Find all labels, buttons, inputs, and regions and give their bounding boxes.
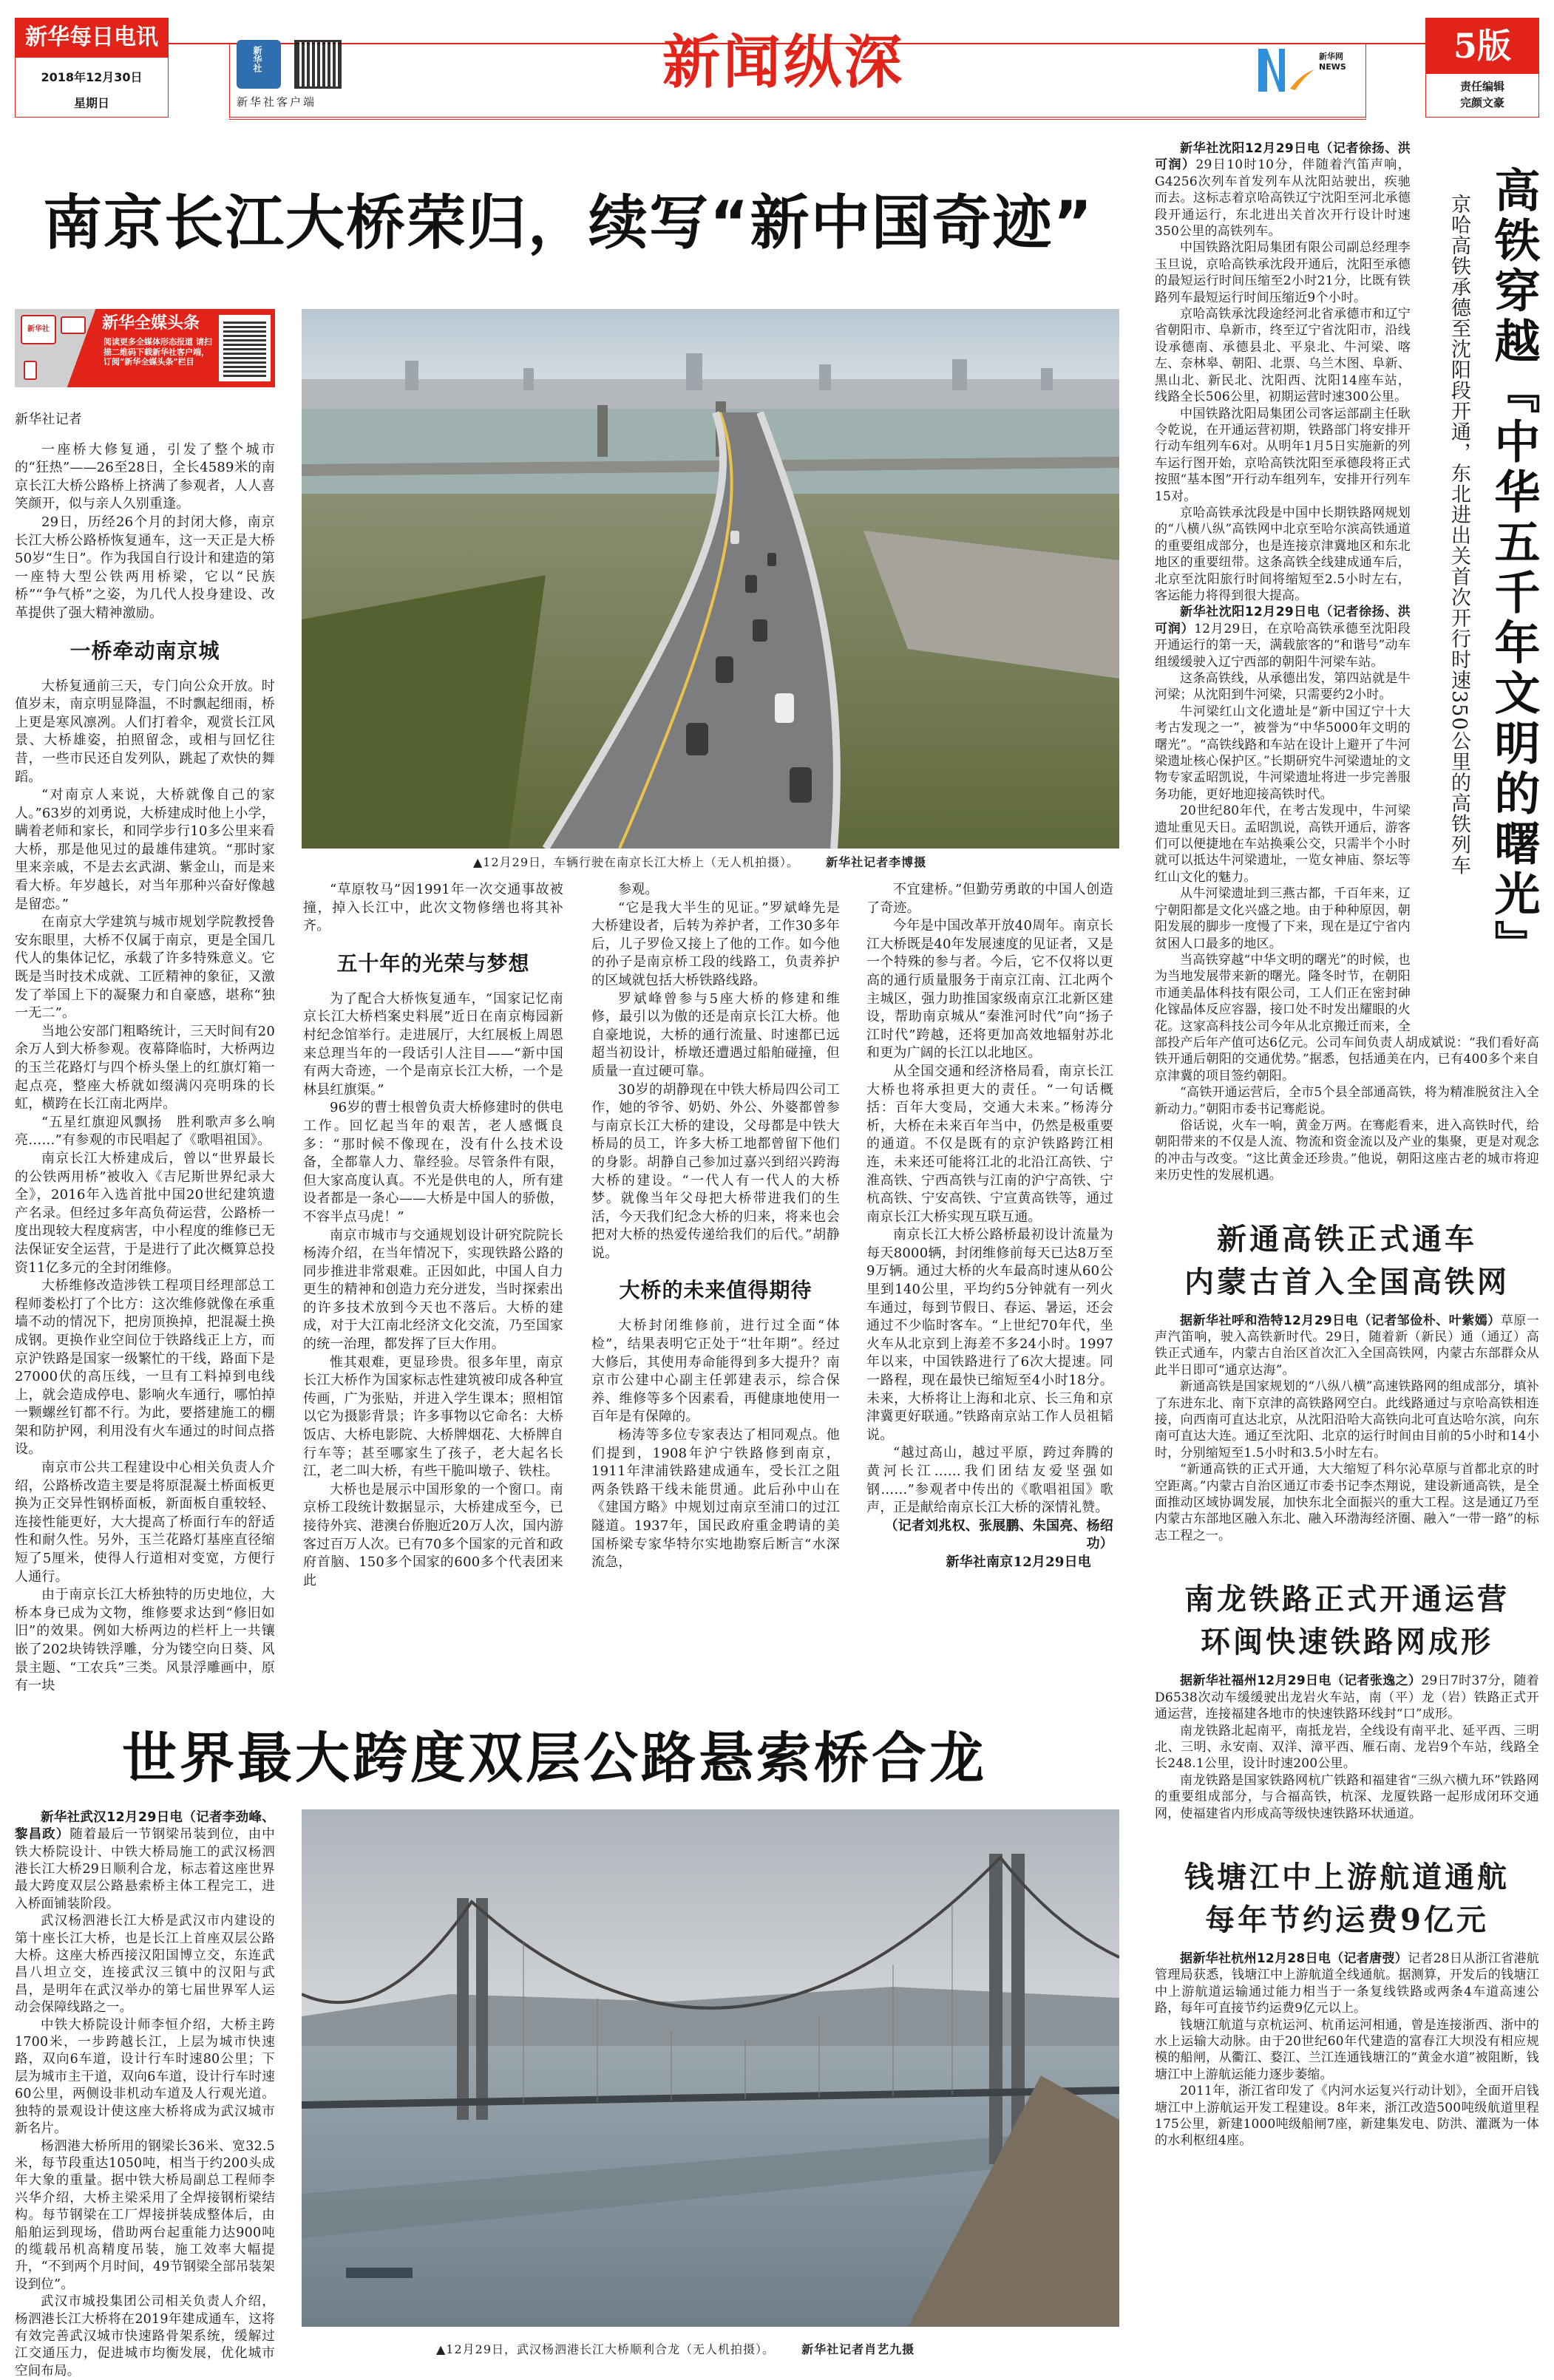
paragraph-text: 京哈高铁承沈段是中国中长期铁路网规划的“八横八纵”高铁网中北京至哈尔滨高铁通道的重要组成部分，也是连接京津冀地区和东北地区的重要纽带。这条高铁全线建成通车后，北京至沈阳旅行时间将缩短至2.5小时左右，客运能力将得到很大提高。 <box>1155 505 1411 603</box>
paragraph <box>15 1809 275 1913</box>
lead-column-4 <box>866 881 1113 1572</box>
paragraph <box>15 2138 275 2294</box>
ad-title: 新华全媒头条 <box>102 314 200 333</box>
paragraph-group <box>303 881 563 936</box>
app-label: 新华社客户端 <box>237 95 317 109</box>
phone-icon <box>24 361 37 380</box>
app-qr-code[interactable] <box>294 40 342 89</box>
caption-text: ▲12月29日，车辆行驶在南京长江大桥上（无人机拍摄）。 <box>473 855 800 869</box>
brief-article <box>1155 1856 1539 2149</box>
paragraph-text: 这条高铁线，从承德出发，第四站就是牛河梁；从沈阳到牛河梁，只需要约2小时。 <box>1155 671 1411 703</box>
brief-body <box>1155 1673 1539 1822</box>
wuhan-photo-block <box>302 1809 1119 2358</box>
paragraph-text: 武汉市城投集团公司相关负责人介绍，杨泗港长江大桥将在2019年建成通车，这将有效完善武汉城市快速路骨架系统，缓解过江交通压力，促进城市均衡发展，优化城市空间布局。 <box>15 2294 275 2379</box>
issue-date: 2018年12月30日 <box>41 70 143 84</box>
paragraph-text: 记者28日从浙江省港航管理局获悉，钱塘江中上游航道全线通航。据测算，开发后的钱塘江中上游航道运输通过能力相当于一条复线铁路或两条4车道高速公路，每年可直接节约运费9亿元以上。 <box>1155 1951 1539 2016</box>
paragraph: 南京市公共工程建设中心相关负责人介绍，公路桥改造主要是将原混凝土桥面板更换为正交异性钢桥面板，新面板自重较轻、连接性能更好，大大提高了桥面行车的舒适性和耐久性。另外，玉兰花路灯基座直径缩短了5厘米，使得人行道相对变宽，方便行人通行。 <box>15 1460 275 1585</box>
paragraph: 一座桥大修复通，引发了整个城市的“狂热”——26至28日，全长4589米的南京长江大桥公路桥上挤满了参观者，人人喜笑颜开，似与亲人久别重逢。 <box>15 441 275 512</box>
rail-headline: 高铁穿越『中华五千年文明的曙光』 <box>1487 166 1541 970</box>
dateline-lead: 新华社沈阳12月29日电（记者徐扬、洪可润） <box>1155 141 1411 173</box>
paragraph: “越过高山，越过平原，跨过奔腾的黄河长江……我们团结友爱坚强如钢……”参观者中传出的《歌唱祖国》歌声，正是献给南京长江大桥的深情礼赞。 <box>866 1445 1113 1516</box>
paragraph: 惟其艰难，更显珍贵。很多年里，南京长江大桥作为国家标志性建筑被印成各种宣传画，广为张贴，并进入学生课本；照相馆以它为摄影背景；许多事物以它命名：大桥饭店、大桥电影院、大桥牌烟花、大桥牌自行车等；甚至哪家生了孩子，老大起名长江，老二叫大桥，有些干脆叫墩子、铁柱。 <box>303 1354 563 1480</box>
paragraph-group <box>866 881 1113 1517</box>
paragraph <box>1155 1723 1539 1772</box>
paragraph: 杨涛等多位专家表达了相同观点。他们提到，1908年沪宁铁路修到南京，1911年津浦铁路建成通车，受长江之阻两条铁路干线未能贯通。此后孙中山在《建国方略》中规划过南京至浦口的过江隧道。1937年，国民政府重金聘请的美国桥梁专家华特尔实地勘察后断言“水深流急， <box>591 1427 840 1571</box>
section-title: 新闻纵深 <box>662 29 905 96</box>
paragraph-text: 29日10时10分，伴随着汽笛声响，G4256次列车首发列车从沈阳站驶出，疾驰而去。这标志着京哈高铁辽宁沈阳至河北承德段开通运行，东北进出关首次开行设计时速350公里的高铁列车。 <box>1155 157 1411 239</box>
paragraph: 由于南京长江大桥独特的历史地位，大桥本身已成为文物，维修要求达到“修旧如旧”的效果。例如大桥两边的栏杆上一共镶嵌了202块铸铁浮雕，分为镂空向日葵、风景主题、“工农兵”三类。风景浮雕画中，原有一块 <box>15 1587 275 1694</box>
paragraph <box>1155 1461 1539 1544</box>
editor-box <box>1425 74 1539 118</box>
paper-name-badge <box>15 18 169 58</box>
paragraph-text: 12月29日，在京哈高铁承德至沈阳段开通运行的第一天，满载旅客的“和谐号”动车组缓缓驶入辽宁西部的朝阳牛河梁车站。 <box>1155 621 1411 670</box>
lead-story-row <box>15 309 1119 1696</box>
paragraph <box>1155 2083 1539 2149</box>
dateline-lead: 据新华社福州12月29日电（记者张逸之） <box>1180 1673 1422 1689</box>
photo-caption <box>473 854 1119 871</box>
byline: 新华社记者 <box>15 412 82 427</box>
subheading: 大桥的未来值得期待 <box>619 1278 812 1303</box>
dateline-lead: 新华社沈阳12月29日电（记者徐扬、洪可润） <box>1155 605 1411 636</box>
right-area <box>1155 140 1539 2149</box>
paragraph-group <box>1155 1951 1539 2149</box>
paragraph: 大桥封闭维修前，进行过全面“体检”，结果表明它正处于“壮年期”。经过大修后，其使用寿命能得到多大提升？南京市公建中心副主任郭建表示，综合保养、维修等多个因素看，再健康地使用一百年是有保障的。 <box>591 1318 840 1425</box>
rail-headline-block <box>1421 140 1539 1020</box>
paragraph: 南京长江大桥建成后，曾以“世界最长的公铁两用桥”被收入《吉尼斯世界纪录大全》，2016年入选首批中国20世纪建筑遗产名录。但经过多年高负荷运营，公路桥一度出现较大程度病害，中小程度的维修已无法保证安全运营，于是进行了此次概算总投资11亿多元的全封闭维修。 <box>15 1150 275 1276</box>
brief-article <box>1155 1218 1539 1545</box>
paragraph-group <box>15 678 275 1696</box>
page-number: 5版 <box>1453 26 1511 66</box>
paragraph-group <box>303 990 563 1591</box>
reporters: （记者刘兆权、张展鹏、朱国亮、杨绍功） <box>884 1517 1113 1552</box>
paragraph: 参观。 <box>618 882 659 897</box>
paragraph: 南京市城市与交通规划设计研究院院长杨涛介绍，在当年情况下，实现铁路公路的同步推进非常艰难。正因如此，中国人自力更生的精神和创造力充分迸发，当时探索出的许多技术放到今天也不落后。大桥的建成，对于大江南北经济文化交流，乃至国家的统一治理，都发挥了巨大作用。 <box>303 1227 563 1353</box>
paragraph: 当地公安部门粗略统计，三天时间有20余万人到大桥参观。夜幕降临时，大桥两边的玉兰花路灯与四个桥头堡上的红旗灯箱一起点亮，整座大桥就如缀满闪亮明珠的长虹，横跨在长江南北两岸。 <box>15 1023 275 1112</box>
lead-headline: 南京长江大桥荣归，续写“新中国奇迹” <box>43 188 1094 257</box>
news-logo-text: 新华网 NEWS <box>1319 52 1346 72</box>
paragraph: 俗话说，火车一响，黄金万两。在骞彪看来，进入高铁时代，给朝阳带来的不仅是人流、物流和资金流以及产业的集聚，更是对观念的冲击与改变。“这比黄金还珍贵。”他说，朝阳这座古老的城市将迎来历史性的发展机遇。 <box>1155 1118 1539 1183</box>
paragraph-text: 中国铁路沈阳局集团公司客运部副主任耿令乾说，在开通运营初期，铁路部门将安排开行动车组列车6对。从明年1月5日实施新的列车运行图开始，京哈高铁沈阳至承德段将正式按照“基本图”开行动车组列车，安排开行列车15对。 <box>1155 406 1411 504</box>
paragraph: 大桥复通前三天，专门向公众开放。时值岁末，南京明显降温，不时飘起细雨，桥上更是寒风凛冽。人们打着伞，观赏长江风景、大桥雄姿，拍照留念，或相与回忆往昔，一些市民还自发列队，跳起了欢快的舞蹈。 <box>15 678 275 785</box>
paragraph-text: 中国铁路沈阳局集团有限公司副总经理李玉旦说，京哈高铁承沈段开通后，沈阳至承德的最短运行时间压缩至2小时21分，比既有铁路列车最短运行时间压缩近9个小时。 <box>1155 240 1411 305</box>
paragraph: “它是我大半生的见证。”罗斌峰先是大桥建设者，后转为养护者，工作30多年后，儿子罗俭又接上了他的工作。如今他的孙子是南京桥工段的线路工，负责养护的区域就包括大桥铁路线路。 <box>591 900 840 988</box>
paragraph-text: “新通高铁的正式开通，大大缩短了科尔沁草原与首都北京的时空距离。”内蒙古自治区通辽市委书记李杰翔说，建设新通高铁，是全面推动区域协调发展，加快东北全面振兴的重大工程。这是通辽乃至内蒙古东部地区融入东北、融入环渤海经济圈、融入“一带一路”的标志工程之一。 <box>1155 1462 1539 1543</box>
paragraph-text: 29日7时37分，随着D6538次动车缓缓驶出龙岩火车站，南（平）龙（岩）铁路正式开通运营，连接福建各地市的快速铁路环线封“口”成形。 <box>1155 1673 1539 1722</box>
paragraph-text: 钱塘江航道与京杭运河、杭甬运河相通，曾是连接浙西、浙中的水上运输大动脉。由于20世纪60年代建造的富春江大坝没有相应规模的船闸，从衢江、婺江、兰江连通钱塘江的“黄金水道”被阻断，钱塘江中上游航运能力逐步萎缩。 <box>1155 2017 1539 2082</box>
subheading: 一桥牵动南京城 <box>69 638 220 663</box>
paragraph-text: 京哈高铁承沈段途经河北省承德市和辽宁省朝阳市、阜新市，终至辽宁省沈阳市，沿线设承德南、承德县北、平泉北、牛河梁、喀左、奈林皋、朝阳、北票、乌兰木图、阜新、黑山北、新民北、沈阳西、沈阳14座车站，线路全长506公里，初期运营时速300公里。 <box>1155 307 1411 405</box>
brief-headline: 南龙铁路正式开通运营 环闽快速铁路网成形 <box>1184 1582 1510 1660</box>
paragraph: 今年是中国改革开放40周年。南京长江大桥既是40年发展速度的见证者，又是一个特殊的参与者。今后，它不仅将以更高的通行质量服务于南京江南、江北两个主城区，强力助推国家级南京江北新区建设，帮助南京城从“秦淮河时代”向“扬子江时代”跨越，还将更加高效地辐射苏北和更为广阔的长江以北地区。 <box>866 918 1113 1061</box>
paragraph-text: 武汉杨泗港长江大桥是武汉市内建设的第十座长江大桥，也是长江上首座双层公路大桥。这座大桥西接汉阳国博立交，东连武昌八坦立交，连接武汉三镇中的汉阳与武昌，是明年在武汉举办的第七届世界军人运动会保障线路之一。 <box>15 1914 275 2016</box>
date-box <box>15 58 169 118</box>
paragraph: 在南京大学建筑与城市规划学院教授鲁安东眼里，大桥不仅属于南京，更是全国几代人的集体记忆，承载了许多特殊意义。它既是当时技术成就、工匠精神的象征，又激发了举国上下的凝聚力和自豪感，堪称“独一无二”。 <box>15 914 275 1021</box>
wuhan-column <box>15 1809 275 2380</box>
header-connector-left <box>169 43 229 44</box>
paragraph-text: 2011年，浙江省印发了《内河水运复兴行动计划》，全面开启钱塘江中上游航运开发工程建设。8年来，浙江改造500吨级航道里程175公里，新建1000吨级船闸7座，新建集发电、防洪、灌溉为一体的水利枢纽4座。 <box>1155 2084 1539 2149</box>
dateline-lead: 据新华社杭州12月28日电（记者唐弢） <box>1180 1951 1408 1966</box>
xinhua-media-ad[interactable] <box>15 309 275 387</box>
paragraph-group <box>591 1317 840 1571</box>
news-logo-icon <box>1257 44 1353 96</box>
paragraph-group <box>15 1809 275 2380</box>
dateline-lead: 据新华社呼和浩特12月29日电（记者邹俭朴、叶紫嫣） <box>1180 1313 1501 1328</box>
ad-qr-code[interactable] <box>219 315 271 381</box>
paragraph-group <box>591 881 840 1262</box>
brief-headline: 钱塘江中上游航道通航 每年节约运费9亿元 <box>1184 1859 1510 1937</box>
photo-credit: 新华社记者肖艺九摄 <box>801 2342 915 2356</box>
paragraph <box>1155 2017 1539 2084</box>
paragraph-text: 杨泗港大桥所用的钢梁长36米、宽32.5米，每节段重达1050吨，相当于约200头成年大象的重量。据中铁大桥局副总工程师李兴华介绍，大桥主梁采用了全焊接钢桁梁结构。每节钢梁在工厂焊接拼装成整体后，由船舶运到现场，借助两台起重能力达900吨的缆载吊机高精度吊装，施工效率大幅提升，“不到两个月时间，49节钢梁全部吊装架设到位”。 <box>15 2138 275 2292</box>
dateline: 新华社南京12月29日电 <box>946 1554 1091 1570</box>
brief-article <box>1155 1578 1539 1822</box>
wuhan-photo-caption <box>436 2342 1119 2358</box>
lead-columns <box>302 881 1119 1590</box>
paragraph: 96岁的曹士根曾负责大桥修建时的供电工作。回忆起当年的艰苦，老人感慨良多：“那时候不像现在，没有什么技术设备，全都靠人力、靠经验。尽管条件有限，但大家高度认真。不光是供电的人，所有建设者都是一条心——大桥是中国人的骄傲，不容半点马虎！” <box>303 1100 563 1225</box>
paper-name: 新华每日电讯 <box>25 24 158 50</box>
paragraph: 29日，历经26个月的封闭大修，南京长江大桥公路桥恢复通车，这一天正是大桥50岁“生日”。作为我国自行设计和建造的第一座特大型公铁两用桥梁，它以“民族桥”“争气桥”之姿，为几代人投身建设、改革提供了强大精神激励。 <box>15 514 275 621</box>
paragraph <box>15 2017 275 2138</box>
paragraph: “草原牧马”因1991年一次交通事故被撞，掉入长江中，此次文物修缮也将其补齐。 <box>303 882 563 934</box>
paragraph-group <box>15 441 275 623</box>
nanjing-bridge-photo <box>302 309 1119 849</box>
paragraph-group <box>1155 1313 1539 1545</box>
lead-column-1 <box>15 411 275 1696</box>
main-area <box>15 186 1119 2380</box>
rail-subheadline: 京哈高铁承德至沈阳段开通，东北进出关首次开行时速350公里的高铁列车 <box>1448 194 1470 876</box>
brief-body <box>1155 1313 1539 1545</box>
drone-icon <box>61 316 86 334</box>
page-number-badge <box>1425 18 1539 74</box>
paragraph: “高铁开通运营后，全市5个县全部通高铁，将为精准脱贫注入全新动力。”朝阳市委书记骞彪说。 <box>1155 1085 1539 1117</box>
lead-column-3 <box>591 881 840 1572</box>
paragraph: 大桥也是展示中国形象的一个窗口。南京桥工段统计数据显示，大桥建成至今，已接待外宾、港澳台侨胞近20万人次，国内游客过百万人次。已有70多个国家的元首和政府首脑、150多个国家的600多个代表团来此 <box>303 1481 563 1588</box>
paragraph: 不宜建桥。”但勤劳勇敢的中国人创造了奇迹。 <box>866 882 1113 916</box>
editor-label: 责任编辑 <box>1459 80 1504 93</box>
paragraph: “五星红旗迎风飘扬 胜利歌声多么响亮……”有参观的市民唱起了《歌唱祖国》。 <box>15 1114 275 1149</box>
brief-headline: 新通高铁正式通车 内蒙古首入全国高铁网 <box>1184 1221 1510 1299</box>
paragraph: 30岁的胡静现在中铁大桥局四公司工作，她的爷爷、奶奶、外公、外婆都曾参与南京长江大桥的建设，父母都是中铁大桥局的员工，许多大桥工地都曾留下他们的身影。胡静自己参加过嘉兴到绍兴跨海大桥的建设。“一代人有一代人的大桥梦。就像当年父母把大桥带进我们的生活，今天我们纪念大桥的归来，将来也会把对大桥的热爱传递给我们的后代。”胡静说。 <box>591 1081 840 1261</box>
paragraph: 南京长江大桥公路桥最初设计流量为每天8000辆，封闭维修前每天已达8万至9万辆。通过大桥的火车最高时速从60公里到140公里，平均约5分钟就有一列火车通过，每到节假日、春运、暑运，还会通过不少临时客车。“上世纪70年代，坐火车从北京到上海差不多24小时。1997年以来，中国铁路进行了6次大提速。同一路程，现在最快已缩短至4小时18分。未来，大桥将让上海和北京、长三角和京津冀更好联通。”铁路南京站工作人员祖韬说。 <box>866 1227 1113 1443</box>
photo-credit: 新华社记者李博摄 <box>826 855 927 869</box>
paragraph-text: 南龙铁路北起南平，南抵龙岩，全线设有南平北、延平西、三明北、三明、永安南、双洋、漳平西、雁石南、龙岩9个车站，线路全长248.1公里，设计时速200公里。 <box>1155 1723 1539 1772</box>
paragraph-text: 新通高铁是国家规划的“八纵八横”高速铁路网的组成部分，填补了东进东北、南下京津的高铁路网空白。此线路通过与京哈高铁相连接，向西南可直达北京，从沈阳沿哈大高铁向北可直达哈尔滨，向东南可直达大连。通辽至沈阳、北京的运行时间由目前的5小时和14小时，分别缩短至1.5小时和3.5小时左右。 <box>1155 1379 1539 1461</box>
paragraph-group <box>1155 1673 1539 1822</box>
paragraph-text: 南龙铁路是国家铁路网杭广铁路和福建省“三纵六横九环”铁路网的重要组成部分，与合福高铁，杭深、龙厦铁路一起形成闭环交通网，使福建省内形成高等级快速铁路环状通道。 <box>1155 1772 1539 1821</box>
paragraph: 从牛河梁遗址到三燕古都，千百年来，辽宁朝阳都是文化兴盛之地。由于种种原因，朝阳发展的脚步一度慢了下来，现在是辽宁省内贫困人口最多的地区。 <box>1155 886 1411 951</box>
brief-body <box>1155 1951 1539 2149</box>
paragraph-text: 草原一声汽笛响，驶入高铁新时代。29日，随着新（新民）通（通辽）高铁正式通车，内蒙古自治区首次汇入全国高铁网，内蒙古东部群众从此半日即可“通京达海”。 <box>1155 1313 1540 1378</box>
wuhan-headline: 世界最大跨度双层公路悬索桥合龙 <box>122 1726 987 1790</box>
paragraph: 罗斌峰曾参与5座大桥的修建和维修，最引以为傲的还是南京长江大桥。他自豪地说，大桥的通行流量、时速都已远超当初设计，桥墩还遭遇过船舶碰撞，但质量一直过硬可靠。 <box>591 990 840 1079</box>
paragraph <box>15 2294 275 2380</box>
lead-left-block <box>15 309 275 1696</box>
lead-right-block <box>302 309 1119 1590</box>
paragraph <box>1155 1378 1539 1461</box>
lead-column-2 <box>303 881 563 1590</box>
paragraph: 为了配合大桥恢复通车，“国家记忆南京长江大桥档案史料展”近日在南京梅园新村纪念馆举行。走进展厅，大红展板上周恩来总理当年的一段话引人注目——“新中国有两大奇迹，一个是南京长江大桥，一个是林县红旗渠。” <box>303 990 563 1098</box>
paragraph-text: 20世纪80年代，在考古发现中，牛河梁遗址重见天日。孟昭凯说，高铁开通后，游客们可以便捷地在车站换乘公交，只需半个小时就可以抵达牛河梁遗址，一览女神庙、祭坛等红山文化的魅力。 <box>1155 803 1411 885</box>
paragraph <box>1155 1673 1539 1722</box>
wuhan-row <box>15 1809 1119 2380</box>
paragraph <box>1155 1951 1539 2017</box>
header-connector-right <box>1365 43 1425 44</box>
ad-text: 阅读更多全媒体形态报道 请扫描二维码下载新华社客户端，订阅“新华全媒头条”栏目 <box>104 337 212 367</box>
caption-text: ▲12月29日，武汉杨泗港长江大桥顺利合龙（无人机拍摄）。 <box>436 2342 776 2356</box>
paragraph-text: 牛河梁红山文化遗址是“新中国辽宁十大考古发现之一”，被誉为“中华5000年文明的曙光”。“高铁线路和车站在设计上避开了牛河梁遗址核心保护区。”长期研究牛河梁遗址的文物专家孟昭凯说，牛河梁遗址将进一步完善服务功能，更好地迎接高铁时代。 <box>1155 704 1411 802</box>
wuhan-bridge-photo <box>302 1809 1119 2327</box>
paragraph-text: 随着最后一节钢梁吊装到位，由中铁大桥院设计、中铁大桥局施工的武汉杨泗港长江大桥29日顺利合龙，标志着这座世界最大跨度双层公路悬索桥主体工程完工，进入桥面铺装阶段。 <box>15 1827 275 1911</box>
paragraph <box>1155 1313 1539 1379</box>
paragraph: 当高铁穿越“中华文明的曙光”的时候，也为当地发展带来新的曙光。隆冬时节，在朝阳市通美晶体科技有限公司，工人们正在密封砷化镓晶体反应容器，接口处不时发出耀眼的火花。这家高科技公司今年从北京搬迁而来，全部投产后年产值可达6亿元。公司车间负责人胡成斌说：“我们看好高铁开通后朝阳的交通优势。”据悉，包括通美在内，已有400多个来自京津冀的项目签约朝阳。 <box>1155 952 1539 1084</box>
paragraph: 大桥维修改造涉铁工程项目经理部总工程师娄松打了个比方：这次维修就像在承重墙不动的情况下，把房顶换掉，把混凝土换成钢。更换作业空间位于铁路线正上方，而京沪铁路是国家一级繁忙的干线，路面下是27000伏的高压线，一旦有工料掉到电线上，就会造成停电、影响火车通行，哪怕掉一颗螺丝钉都不行。为此，要搭建施工的棚架和防护网，利用没有火车通过的时间点搭设。 <box>15 1278 275 1458</box>
xinhua-logo-icon: 新华社 <box>21 315 56 344</box>
xinhua-app-logo[interactable]: 新华社 <box>237 40 281 89</box>
subheading: 五十年的光荣与梦想 <box>336 951 530 976</box>
dateline-lead: 新华社武汉12月29日电（记者李劲峰、黎昌政） <box>15 1809 275 1843</box>
issue-weekday: 星期日 <box>73 96 109 110</box>
paragraph <box>15 1913 275 2016</box>
paragraph: “对南京人来说，大桥就像自己的家人。”63岁的刘勇说，大桥建成时他上小学，瞒着老师和家长，和同学步行10多公里来看大桥，那是他见过的最雄伟建筑。“那时家里来亲戚，不是去玄武湖、紫金山，而是来看大桥。年岁越长，对当年那种兴奋好像越是留恋。” <box>15 787 275 912</box>
editor-name: 完颜文豪 <box>1459 96 1504 109</box>
paragraph: 从全国交通和经济格局看，南京长江大桥也将承担更大的责任。“一句话概括：百年大变局，交通大未来。”杨涛分析，大桥在未来百年当中，仍然是极重要的通道。不仅是既有的京沪铁路跨江相连，未来还可能将江北的北沿江高铁、宁淮高铁、宁西高铁与江南的沪宁高铁、宁杭高铁、宁安高铁、宁宣黄高铁等，通过南京长江大桥实现互联互通。 <box>866 1063 1113 1225</box>
paragraph-text: 中铁大桥院设计师李恒介绍，大桥主跨1700米，一步跨越长江，上层为城市快速路，双向6车道，设计行车时速80公里；下层为城市主干道，双向6车道，设计行车时速60公里，两侧设非机动车道及人行观光道。独特的景观设计使这座大桥将成为武汉城市新名片。 <box>15 2017 275 2137</box>
paragraph <box>1155 1772 1539 1822</box>
